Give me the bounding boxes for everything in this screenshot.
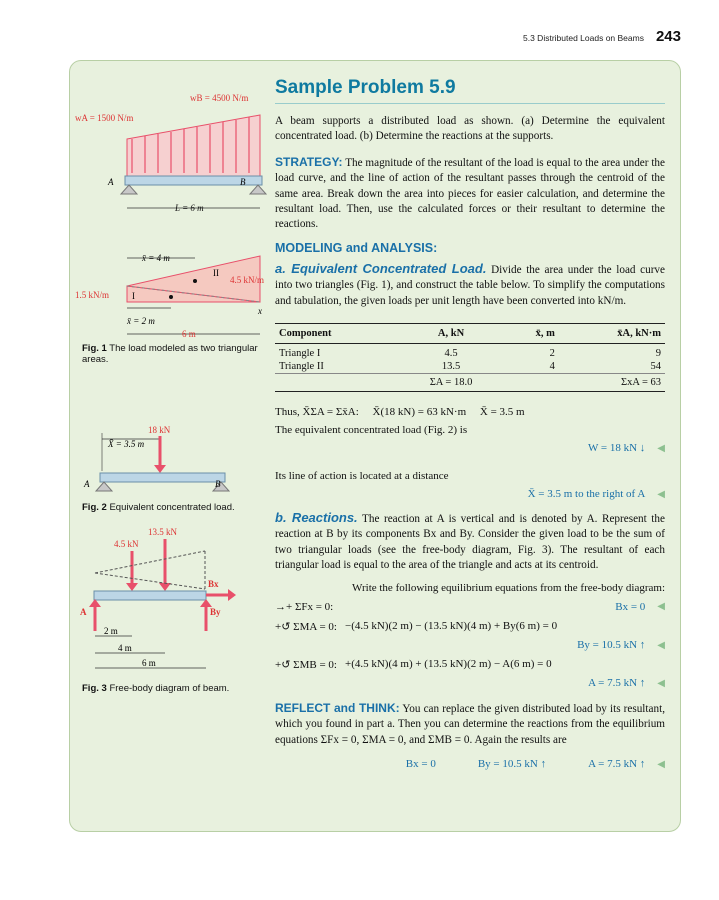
final-results: Bx = 0 By = 10.5 kN ↑ A = 7.5 kN ↑ ◀ [405, 757, 665, 770]
eq2-result: By = 10.5 kN ↑ [577, 638, 646, 651]
load45-label: 4.5 kN/m [230, 275, 265, 285]
reflect-paragraph [275, 701, 665, 748]
eq3-result: A = 7.5 kN ↑ [588, 676, 646, 689]
w-result: W = 18 kN ↓ ◀ [587, 442, 665, 455]
eq1-lhs: →+ ΣFx = 0: [275, 600, 334, 613]
load45b-label: 4.5 kN [114, 539, 139, 549]
component-table [275, 323, 665, 392]
col-area: A, kN [399, 324, 503, 344]
page-header [523, 28, 681, 45]
x-value: X̄ = 3.5 m to the right of A [527, 488, 646, 501]
support-a-icon [121, 185, 137, 194]
d2-label: 2 m [104, 626, 118, 636]
xbar4-label: x̄ = 4 m [142, 253, 170, 263]
d6-label: 6 m [142, 658, 156, 668]
part-a-paragraph [275, 261, 665, 309]
fig2-text: Equivalent concentrated load. [109, 502, 235, 513]
w-value: W = 18 kN ↓ [587, 442, 646, 455]
table-row [275, 344, 665, 361]
eq2-rhs: −(4.5 kN)(2 m) − (13.5 kN)(4 m) + By(6 m) = 0 [345, 619, 558, 632]
xbar-label: X̄ = 3.5 m [108, 439, 145, 449]
length-label: L = 6 m [175, 203, 204, 213]
wb-label: wB = 4500 N/m [190, 93, 249, 103]
col-xbar: x̄, m [503, 324, 559, 344]
label-a2: A [84, 479, 90, 489]
equation-3 [275, 658, 665, 671]
main-text [275, 77, 665, 770]
final-by: By = 10.5 kN ↑ [477, 757, 547, 770]
part-b-text: The reaction at A is vertical and is denoted by A. Represent the reaction at B by its components Bx and By. Consider the given load to be the sum of two triangular loads (see the free-body diagram, Fig. 3). The resultant of each triangular load is equal to the area of the triangle and acts at its centroid. [275, 513, 665, 572]
cell: 4.5 [444, 348, 458, 360]
fig1-text: The load modeled as two triangular areas. [82, 343, 258, 365]
final-bx: Bx = 0 [405, 757, 436, 770]
cell: 2 [549, 348, 555, 360]
strategy-paragraph [275, 155, 665, 233]
reflect-text: You can replace the given distributed load by its resultant, which you found in part a. Then you can determine the reactions from the equilibrium equations ΣFx = 0, ΣMA = 0, and ΣMB = 0. Again the results are [275, 702, 665, 746]
part-b-label: b. Reactions. [275, 510, 358, 526]
bx-label: Bx [208, 579, 219, 589]
sum-row [275, 374, 665, 392]
cell: 13.5 [441, 361, 461, 373]
reflect-label: REFLECT and THINK: [275, 700, 400, 715]
figure-2 [70, 421, 275, 501]
strategy-label: STRATEGY: [275, 154, 343, 169]
fig1-num: Fig. 1 [82, 343, 107, 354]
eq3-lhs: +↺ ΣMB = 0: [275, 658, 337, 671]
label-a: A [108, 177, 114, 187]
support-b-icon [250, 185, 266, 194]
figure-3 [70, 523, 275, 683]
load15-label: 1.5 kN/m [75, 290, 110, 300]
cell: Triangle II [279, 361, 324, 373]
part-a-text: Divide the area under the load curve into two triangles (Fig. 1), and construct the table below. To simplify the computations and tabulation, the given loads per unit length have been converted into kN/m. [275, 263, 665, 307]
distributed-load-area [127, 115, 260, 176]
beam-2 [100, 473, 225, 482]
sample-problem-panel [69, 60, 681, 832]
sum-xa: ΣxA = 63 [559, 374, 665, 392]
thus-line: Thus, X̄ΣA = Σx̄A: X̄(18 kN) = 63 kN·m X̄ = 3.5 m [275, 406, 525, 419]
eq3-rhs: +(4.5 kN)(4 m) + (13.5 kN)(2 m) − A(6 m) = 0 [345, 657, 552, 670]
col-xa: x̄A, kN·m [559, 324, 665, 344]
eq-intro: Write the following equilibrium equations from the free-body diagram: [352, 581, 665, 594]
wa-label: wA = 1500 N/m [75, 113, 134, 123]
intro-text: A beam supports a distributed load as shown. (a) Determine the equivalent concentrated load. (b) Determine the reactions at the supports. [275, 115, 665, 143]
fig3-num: Fig. 3 [82, 683, 107, 694]
a-force-label: A [80, 607, 87, 617]
equation-1: →+ ΣFx = 0: Bx = 0 ◀ [275, 600, 665, 613]
figure-2-caption [82, 502, 282, 513]
col-component: Component [275, 324, 399, 344]
fig2-num: Fig. 2 [82, 502, 107, 513]
eq3-result-row: A = 7.5 kN ↑ ◀ [588, 676, 665, 689]
d4-label: 4 m [118, 643, 132, 653]
triangle-1-label: I [132, 291, 135, 301]
final-a: A = 7.5 kN ↑ [588, 757, 646, 770]
cell: 4 [549, 361, 555, 373]
equation-2 [275, 620, 665, 633]
section-title: 5.3 Distributed Loads on Beams [523, 33, 644, 43]
modeling-heading: MODELING and ANALYSIS: [275, 240, 438, 255]
beam-3 [94, 591, 206, 600]
strategy-text: The magnitude of the resultant of the load is equal to the area under the load curve, and the line of action of the resultant passes through the centroid of the same area. Break down the area into pieces for easier calculation, and determine the resultant load. Then, use the calculated forces or their resultant to determine the reactions. [275, 156, 665, 231]
eq1-result: Bx = 0 [615, 600, 646, 613]
x-result: X̄ = 3.5 m to the right of A ◀ [527, 488, 665, 501]
load135-label: 13.5 kN [148, 527, 177, 537]
eq2-result-row: By = 10.5 kN ↑ ◀ [577, 638, 665, 651]
table-row [275, 360, 665, 374]
loa-text: Its line of action is located at a distance [275, 470, 449, 483]
cell: Triangle I [279, 348, 321, 360]
by-label: By [210, 607, 221, 617]
support-a2-icon [96, 482, 112, 491]
problem-figure [70, 81, 275, 216]
eq1-rhs [345, 601, 615, 613]
eq2-lhs: +↺ ΣMA = 0: [275, 620, 337, 633]
sum-a: ΣA = 18.0 [399, 374, 503, 392]
six-m-label: 6 m [182, 329, 196, 339]
cell: 54 [650, 361, 661, 373]
triangle-2-label: II [213, 268, 219, 278]
fig3-text: Free-body diagram of beam. [109, 683, 230, 694]
page-number: 243 [655, 28, 681, 45]
figure-3-caption [82, 683, 282, 694]
x-axis-label: x [258, 306, 262, 316]
label-b2: B [215, 479, 221, 489]
xbar2-label: x̄ = 2 m [127, 316, 155, 326]
equiv-text: The equivalent concentrated load (Fig. 2) is [275, 424, 468, 437]
part-b-paragraph [275, 510, 665, 574]
cell: 9 [655, 348, 661, 360]
problem-title: Sample Problem 5.9 [275, 77, 665, 104]
label-b: B [240, 177, 246, 187]
part-a-label: a. Equivalent Concentrated Load. [275, 260, 487, 276]
equiv-load-label: 18 kN [148, 425, 171, 435]
figure-1-caption [82, 343, 267, 365]
